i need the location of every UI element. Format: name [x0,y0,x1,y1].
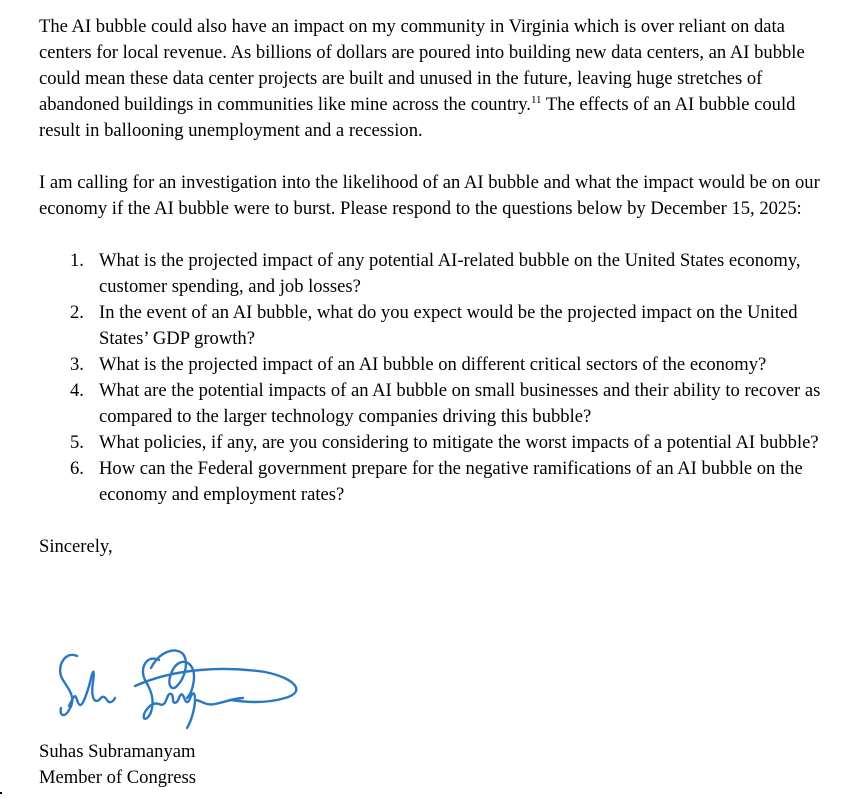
signer-title: Member of Congress [39,767,196,788]
question-number: 3. [70,354,84,375]
question-text: In the event of an AI bubble, what do you expect would be the projected impact on the United States’ GDP growth? [99,302,798,349]
question-item [39,378,829,430]
signature-stroke-loop [135,669,296,702]
paragraph-text-continued: The effects of an AI bubble could result in ballooning unemployment and a recession. [39,94,796,141]
handwritten-signature [55,648,305,733]
question-number: 2. [70,302,84,323]
letter-body [39,14,839,560]
question-number: 5. [70,432,84,453]
question-item [39,352,829,378]
question-number: 1. [70,250,84,271]
question-item [39,456,829,508]
question-number: 6. [70,458,84,479]
question-text: What policies, if any, are you considering to mitigate the worst impacts of a potential AI bubble? [99,432,819,453]
question-item [39,300,829,352]
signer-name: Suhas Subramanyam [39,741,196,762]
closing-salutation: Sincerely, [39,536,113,557]
paragraph-investigation-request: I am calling for an investigation into the likelihood of an AI bubble and what the impact would be on our economy if the AI bubble were to burst. Please respond to the questions below by December 15, 2025: [39,172,820,219]
paragraph-data-centers [39,14,829,144]
signature-stroke-first-name [60,655,115,715]
paragraph-text: The AI bubble could also have an impact on my community in Virginia which is over reliant on data centers for local revenue. As billions of dollars are poured into building new data centers, an AI bubble could mean these data center projects are built and unused in the future, leaving huge stretches of abandoned buildings in communities like mine across the country. [39,16,805,115]
questions-list [39,248,839,508]
question-item [39,248,829,300]
question-text: What is the projected impact of an AI bubble on different critical sectors of the economy? [99,354,767,375]
question-text: What is the projected impact of any potential AI-related bubble on the United States economy, customer spending, and job losses? [99,250,801,297]
question-text: What are the potential impacts of an AI bubble on small businesses and their ability to recover as compared to the larger technology companies driving this bubble? [99,380,821,427]
footnote-reference: 11 [530,94,542,106]
page-edge-mark [0,792,2,794]
question-item [39,430,829,456]
question-number: 4. [70,380,84,401]
question-text: How can the Federal government prepare for the negative ramifications of an AI bubble on the economy and employment rates? [99,458,803,505]
